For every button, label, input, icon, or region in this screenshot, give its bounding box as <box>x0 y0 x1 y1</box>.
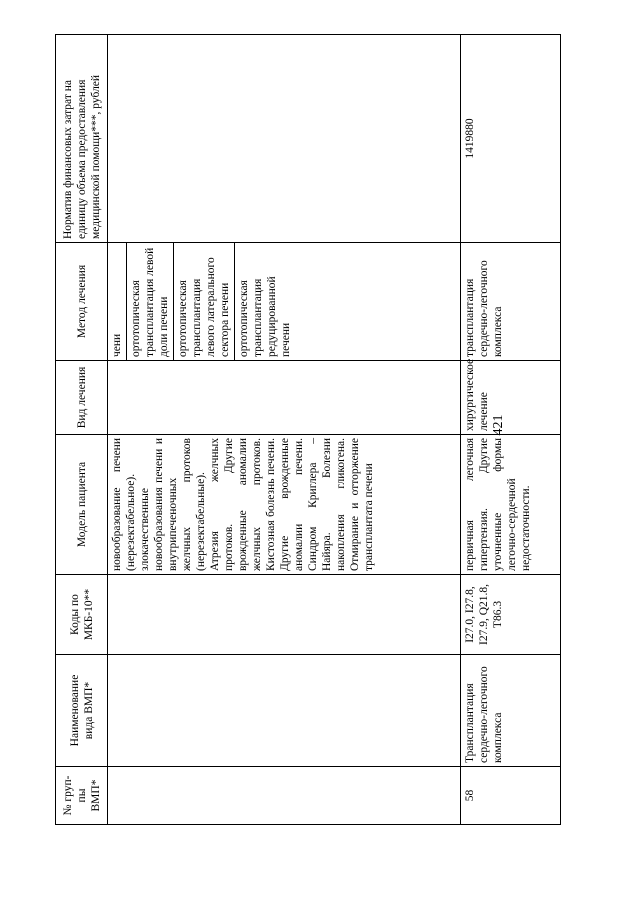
header-model: Модель пациента <box>56 435 108 575</box>
vmp-table <box>55 34 561 825</box>
row2-codes: I27.0, I27.8, I27.9, Q21.8, T86.3 <box>461 575 561 655</box>
method-list <box>108 243 295 360</box>
row1-methods <box>108 243 461 361</box>
row2-model: первичная легочная гипертензия. Другие уточненные формы легочно-сердечной недостаточности. <box>461 435 561 575</box>
row1-name <box>108 655 461 767</box>
header-norm: Норматив финансовых затрат на единицу объема предоставления медицинской помощи***, рублей <box>56 35 108 243</box>
header-type: Вид лечения <box>56 361 108 435</box>
method-item: ортотопическая трансплантация левого латерального сектора печени <box>174 243 235 360</box>
row1-group <box>108 767 461 825</box>
row2-method: трансплантация сердечно-легочного комплекса <box>461 243 561 361</box>
header-group: № груп- пы ВМП* <box>56 767 108 825</box>
method-item: ортотопическая трансплантация левой доли печени <box>127 243 174 360</box>
rotated-table-container <box>55 35 560 825</box>
row2-name: Трансплантация сердечно-легочного комплекса <box>461 655 561 767</box>
row1-codes <box>108 575 461 655</box>
header-method: Метод лечения <box>56 243 108 361</box>
row2-group: 58 <box>461 767 561 825</box>
table-row <box>108 35 461 825</box>
row1-type <box>108 361 461 435</box>
row2-type: хирургическое лечение <box>461 361 561 435</box>
method-item: ортотопическая трансплантация редуцированной печени <box>238 276 292 357</box>
row1-norm <box>108 35 461 243</box>
method-item: чени <box>108 243 127 360</box>
row1-model: новообразование печени (нерезектабельное). злокачественные новообразования печени и внутрипеченочных желчных протоков (нерезектабельные). Атрезия желчных протоков. Другие врожденные аномалии желчных протоков. Кистозная болезнь печени. Другие врожденные аномалии печени. Синдром Криглера – Найяра. Болезни накопления гликогена. Отмирание и отторжение трансплантата печени <box>108 435 461 575</box>
header-name: Наименование вида ВМП* <box>56 655 108 767</box>
row2-norm: 1419880 <box>461 35 561 243</box>
header-row <box>56 35 108 825</box>
header-codes: Коды по МКБ-10** <box>56 575 108 655</box>
table-row <box>461 35 561 825</box>
page-number: 421 <box>491 414 506 436</box>
